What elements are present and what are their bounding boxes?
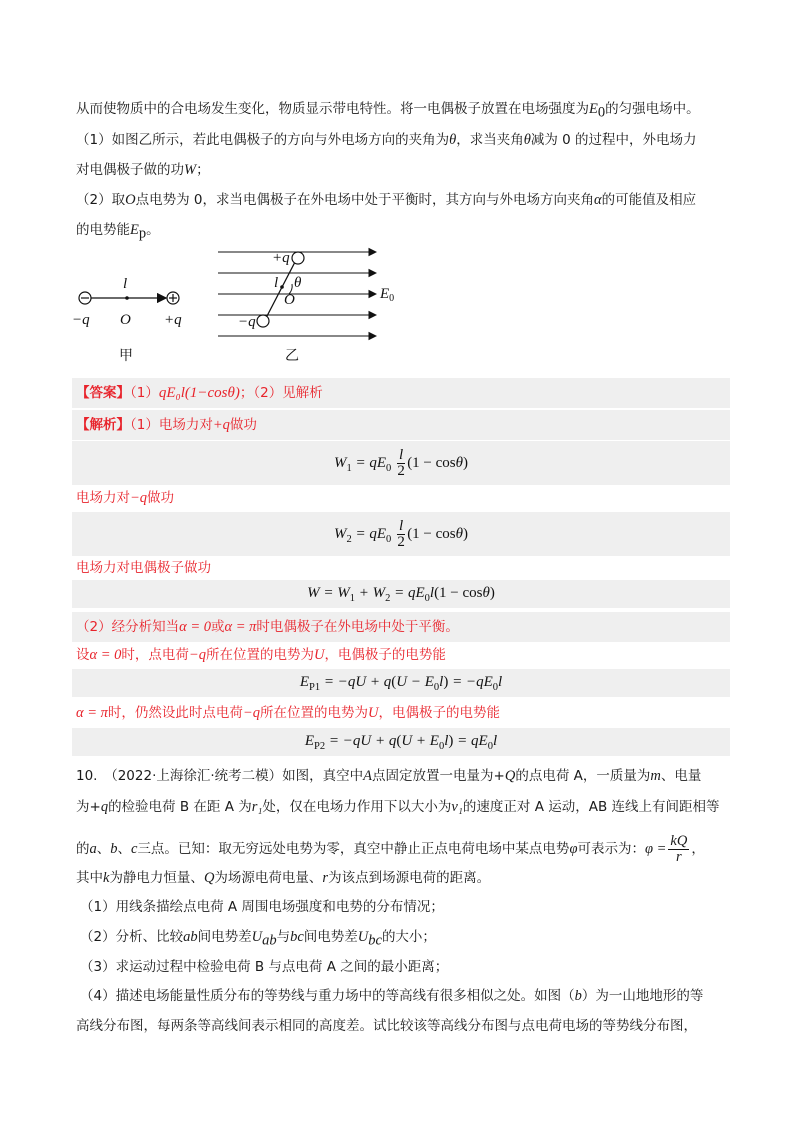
label-plus-q-yi: +q [272,250,290,266]
label-minus-q-yi: −q [238,314,256,330]
question-1-line-b: 对电偶极子做的功W； [76,162,210,178]
equation-w1-box [72,441,730,485]
q10-line-3: 的a、b、c三点。已知：取无穷远处电势为零，真空中静止正点电荷电场中某点电势φ可表示为：φ = $\frac{kQ}{r}$ ， [76,832,705,865]
label-jia: 甲 [119,349,133,364]
equation-w-box [72,580,730,608]
equation-w2-box [72,512,730,556]
plus-charge-yi [292,252,304,264]
equation-ep2: $E_{P2} = -qU + q(U + E_0l) = qE_0l$ [304,732,498,752]
equation-w1: $W_1 = qE_0$ $\frac{l}{2}$ (1 − cosθ) [333,446,469,479]
label-l-yi: l [274,275,279,291]
label-O-jia: O [120,312,131,328]
equation-ep2-box [72,728,730,756]
question-2-line-a: （2）取O点电势为 0，求当电偶极子在外电场中处于平衡时，其方向与外电场方向夹角α的可能值及相应 [76,192,697,208]
q10-line-1: 10. （2022·上海徐汇·统考二模）如图，真空中A点固定放置一电量为+Q的点电荷 A，一质量为m、电量 [76,768,702,784]
label-yi: 乙 [285,349,299,364]
figure-yi [218,250,394,364]
q10-line-2: 为+q的检验电荷 B 在距 A 为r₁处，仅在电场力作用下以大小为v₁的速度正对 A 运动，AB 连线上有间距相等 [76,799,720,815]
analysis-line-2: 电场力对−q做功 [76,490,175,506]
analysis-line-4: （2）经分析知当α = 0或α = π时电偶极子在外电场中处于平衡。 [76,619,459,635]
equation-ep1-box [72,669,730,697]
label-O-yi: O [284,292,295,308]
label-theta-yi: θ [294,275,302,291]
answer-line: 【答案】（1）qE₀l(1−cosθ)；（2）见解析 [76,385,323,401]
analysis-line-1: 【解析】（1）电场力对+q做功 [76,417,257,433]
text-line-1: 从而使物质中的合电场发生变化，物质显示带电特性。将一电偶极子放置在电场强度为$E_0$的匀强电场中。 [76,101,700,121]
q10-sub-4-cont: 高线分布图，每两条等高线间表示相同的高度差。试比较该等高线分布图与点电荷电场的等势线分布图， [76,1018,697,1034]
q10-sub-4: （4）描述电场能量性质分布的等势线与重力场中的等高线有很多相似之处。如图（b）为一山地地形的等 [80,988,704,1004]
equation-ep1: $E_{P1} = -qU + q(U - E_0l) = -qE_0l$ [299,673,503,693]
minus-charge-yi [257,315,269,327]
label-E0: $E_0$ [380,286,395,304]
label-plus-q-jia: +q [164,312,182,328]
question-1-line-a: （1）如图乙所示，若此电偶极子的方向与外电场方向的夹角为θ，求当夹角θ减为 0 的过程中，外电场力 [76,132,697,148]
equation-w2: $W_2 = qE_0$ $\frac{l}{2}$ (1 − cosθ) [333,517,469,550]
label-l-jia: l [123,276,128,292]
q10-line-4: 其中k为静电力恒量、Q为场源电荷电量、r为该点到场源电荷的距离。 [76,870,491,886]
question-2-line-b: 的电势能$E_p$。 [76,222,160,242]
q10-sub-1: （1）用线条描绘点电荷 A 周围电场强度和电势的分布情况； [80,899,444,915]
dipole-figure [66,240,416,370]
q10-sub-2: （2）分析、比较ab间电势差$U_{ab}$与bc间电势差$U_{bc}$的大小； [80,929,436,949]
analysis-line-6: α = π时，仍然设此时点电荷−q所在位置的电势为U，电偶极子的电势能 [76,705,500,721]
dipole-rod [266,262,295,318]
label-minus-q-jia: −q [72,312,90,328]
equation-w: $W = W_1 + W_2 = qE_0l(1 - \cos\theta)$ [307,584,495,604]
analysis-line-3: 电场力对电偶极子做功 [76,560,211,576]
figure-jia [72,276,182,364]
analysis-line-5: 设α = 0时，点电荷−q所在位置的电势为U，电偶极子的电势能 [76,647,446,663]
q10-sub-3: （3）求运动过程中检验电荷 B 与点电荷 A 之间的最小距离； [80,959,449,975]
